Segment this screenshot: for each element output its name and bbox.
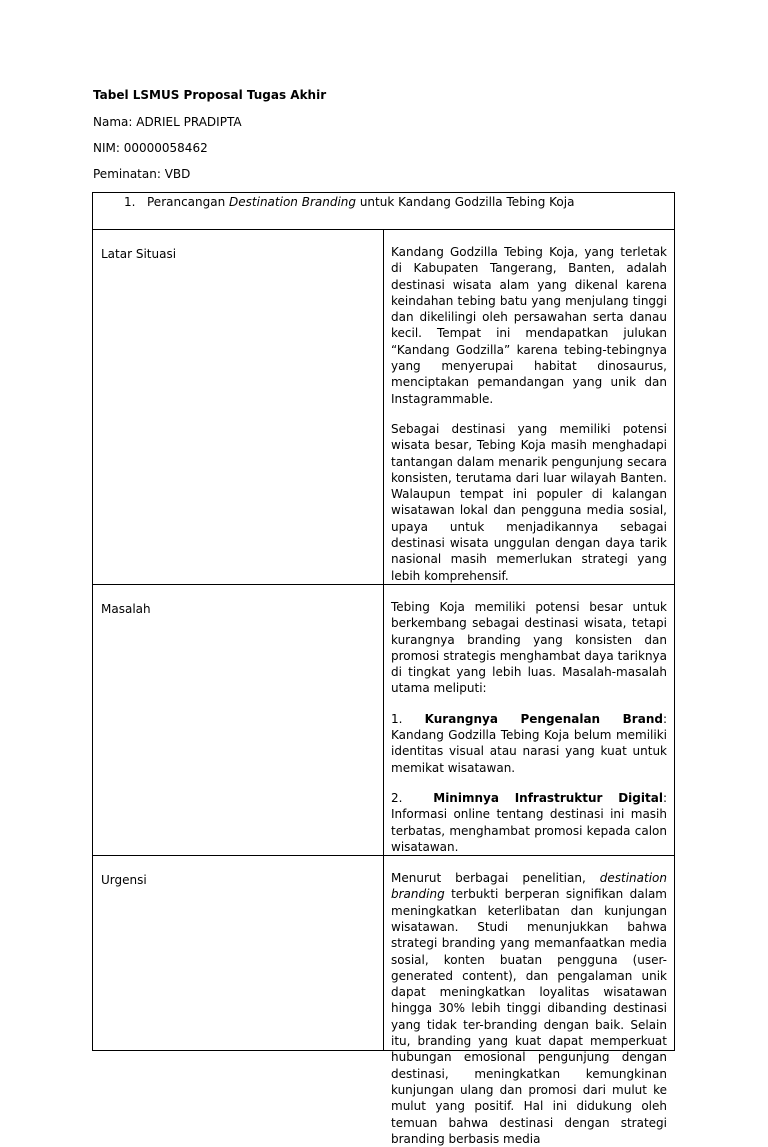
- masalah-item-1-text: : Kandang Godzilla Tebing Koja belum memiliki identitas visual atau narasi yang kuat untuk memikat wisatawan.: [391, 711, 668, 775]
- masalah-item-2-title: Minimnya Infrastruktur Digital: [433, 790, 663, 805]
- urgensi-label-cell: [93, 856, 384, 1051]
- heading-prefix: Perancangan: [147, 195, 230, 209]
- student-peminatan: Peminatan: VBD: [93, 167, 191, 181]
- heading-suffix: untuk Kandang Godzilla Tebing Koja: [356, 195, 575, 209]
- latar-label-cell: [93, 230, 384, 585]
- table-row-heading: [93, 193, 675, 230]
- masalah-item-1-number: 1.: [391, 711, 425, 726]
- urgensi-pre: Menurut berbagai penelitian,: [391, 871, 600, 886]
- masalah-item-1-title: Kurangnya Pengenalan Brand: [424, 711, 663, 726]
- document-title: Tabel LSMUS Proposal Tugas Akhir: [93, 88, 327, 102]
- urgensi-italic: destination branding: [391, 871, 667, 902]
- latar-paragraph-1: Kandang Godzilla Tebing Koja, yang terletak di Kabupaten Tangerang, Banten, adalah destinasi wisata alam yang dikenal karena keindahan tebing batu yang menjulang tinggi dan dikelilingi oleh persawahan serta danau kecil. Tempat ini mendapatkan julukan “Kandang Godzilla” karena tebing-tebingnya yang menyerupai habitat dinosaurus, menciptakan pemandangan yang unik dan Instagrammable.: [391, 245, 667, 406]
- masalah-label: Masalah: [101, 601, 151, 616]
- urgensi-content-cell: [384, 856, 675, 1146]
- latar-label: Latar Situasi: [101, 247, 177, 261]
- table-row-masalah: [93, 584, 675, 855]
- latar-paragraph-2: Sebagai destinasi yang memiliki potensi wisata besar, Tebing Koja masih menghadapi tantangan dalam menarik pengunjung secara konsisten, terutama dari luar wilayah Banten. Walaupun tempat ini populer di kalangan wisatawan lokal dan pengguna media sosial, upaya untuk menjadikannya sebagai destinasi wisata unggulan dengan daya tarik nasional masih memerlukan strategi yang lebih komprehensif.: [391, 421, 667, 583]
- masalah-item-2: [391, 790, 667, 855]
- urgensi-label: Urgensi: [101, 873, 147, 888]
- table-row-urgensi: [93, 856, 675, 1051]
- latar-content-cell: [384, 230, 675, 585]
- masalah-content-cell: [384, 584, 675, 855]
- heading-italic: Destination Branding: [229, 195, 357, 209]
- table-row-latar: [93, 230, 675, 585]
- masalah-intro: Tebing Koja memiliki potensi besar untuk berkembang sebagai destinasi wisata, tetapi kurangnya branding yang konsisten dan promosi strategis menghambat daya tariknya di tingkat yang lebih luas. Masalah-masalah utama meliputi:: [391, 599, 667, 696]
- student-nim: NIM: 00000058462: [93, 141, 208, 155]
- urgensi-post: terbukti berperan signifikan dalam meningkatkan keterlibatan dan kunjungan wisatawan. Studi menunjukkan bahwa strategi branding yang memanfaatkan media sosial, konten buatan pengguna (user-generated content), dan pengalaman unik dapat meningkatkan loyalitas wisatawan hingga 30% lebih tinggi dibanding destinasi yang tidak ter-branding dengan baik. Selain itu, branding yang kuat dapat memperkuat hubungan emosional pengunjung dengan destinasi, meningkatkan kemungkinan kunjungan ulang dan promosi dari mulut ke mulut yang positif. Hal ini didukung oleh temuan bahwa destinasi dengan strategi branding berbasis media: [391, 887, 667, 1146]
- student-name: Nama: ADRIEL PRADIPTA: [93, 115, 242, 129]
- masalah-label-cell: [93, 584, 384, 855]
- urgensi-paragraph: [391, 870, 667, 1147]
- masalah-item-2-number: 2.: [391, 790, 434, 805]
- proposal-table: [92, 192, 675, 1146]
- proposal-heading-cell: [93, 193, 675, 230]
- masalah-item-2-text: : Informasi online tentang destinasi ini masih terbatas, menghambat promosi kepada calon wisatawan.: [391, 790, 667, 854]
- proposal-heading: [93, 193, 674, 210]
- masalah-item-1: [391, 711, 667, 776]
- heading-number: 1.: [124, 195, 136, 209]
